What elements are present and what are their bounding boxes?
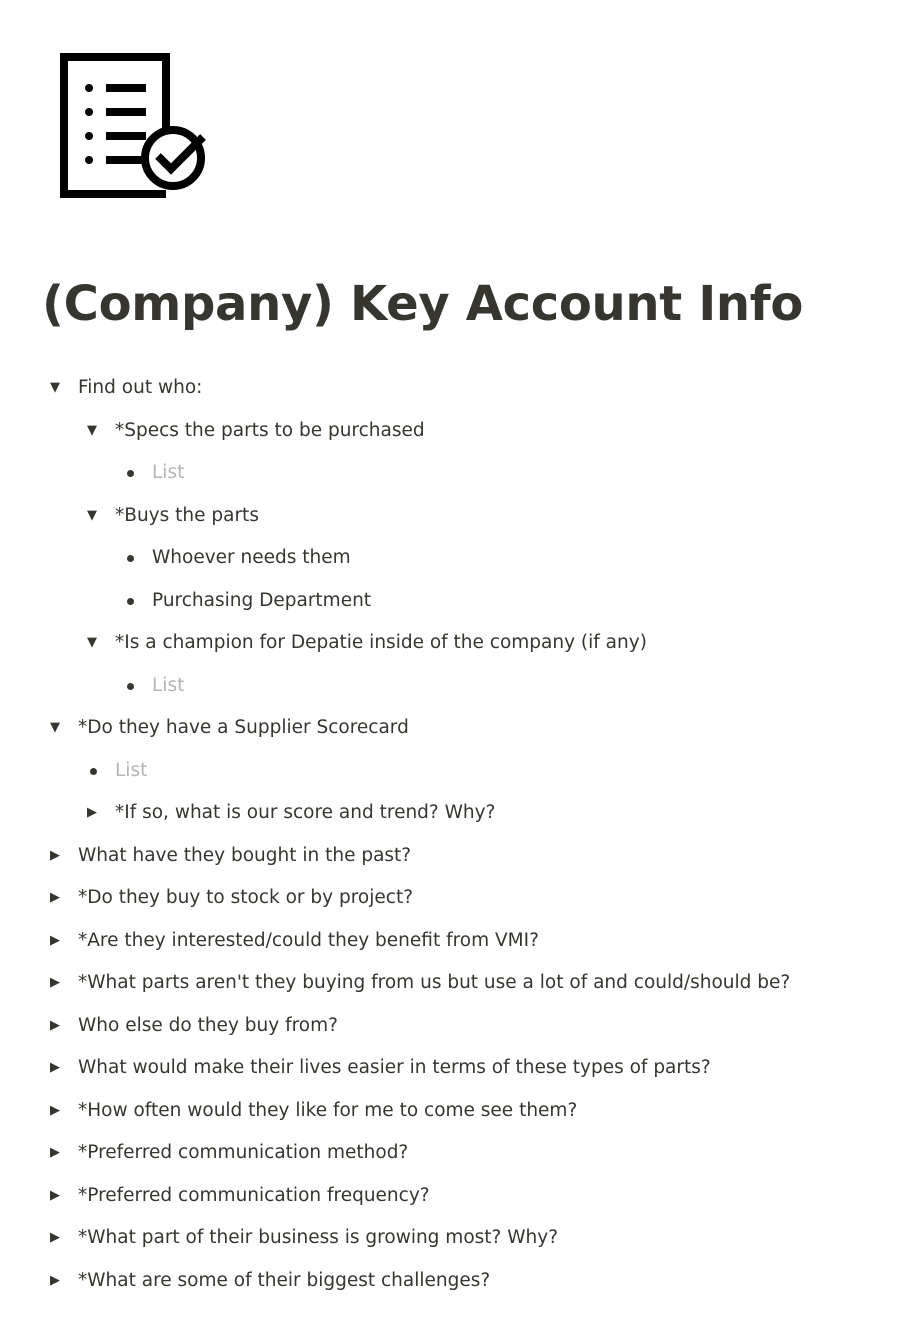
bullet-item bbox=[0, 537, 916, 580]
block-text[interactable]: Who else do they buy from? bbox=[78, 1014, 338, 1036]
block-text[interactable]: *Buys the parts bbox=[115, 504, 259, 526]
toggle-open-triangle-icon[interactable]: ▼ bbox=[50, 720, 60, 735]
toggle-closed-triangle-icon[interactable]: ▶ bbox=[50, 975, 60, 990]
bullet-dot-icon bbox=[127, 555, 134, 562]
toggle-block bbox=[0, 835, 916, 878]
toggle-list bbox=[0, 367, 916, 1302]
block-text[interactable]: *Do they buy to stock or by project? bbox=[78, 887, 414, 908]
toggle-closed-triangle-icon[interactable]: ▶ bbox=[50, 1272, 60, 1288]
toggle-closed-triangle-icon[interactable]: ▶ bbox=[50, 1017, 60, 1033]
toggle-closed-triangle-icon[interactable]: ▶ bbox=[50, 1102, 60, 1118]
bullet-dot-icon bbox=[127, 598, 134, 605]
toggle-block bbox=[0, 1217, 916, 1260]
toggle-block bbox=[0, 1047, 916, 1090]
block-text[interactable]: *Specs the parts to be purchased bbox=[115, 419, 425, 441]
block-text[interactable]: *Preferred communication method? bbox=[78, 1142, 409, 1163]
toggle-block bbox=[0, 1132, 916, 1175]
placeholder-text[interactable]: List bbox=[152, 462, 185, 483]
toggle-block bbox=[0, 1175, 916, 1218]
toggle-block bbox=[0, 707, 916, 750]
toggle-closed-triangle-icon[interactable]: ▶ bbox=[50, 1187, 60, 1203]
checklist-document-icon[interactable] bbox=[58, 52, 210, 202]
toggle-block bbox=[0, 920, 916, 963]
block-text[interactable]: Find out who: bbox=[78, 377, 203, 398]
bullet-item bbox=[0, 452, 916, 495]
bullet-dot-icon bbox=[90, 768, 97, 775]
toggle-open-triangle-icon[interactable]: ▼ bbox=[87, 507, 97, 523]
bullet-item bbox=[0, 665, 916, 708]
toggle-block bbox=[0, 962, 916, 1005]
bullet-dot-icon bbox=[127, 683, 134, 690]
toggle-block bbox=[0, 877, 916, 920]
toggle-block bbox=[0, 1005, 916, 1048]
block-text[interactable]: *Is a champion for Depatie inside of the company (if any) bbox=[115, 632, 647, 653]
placeholder-text[interactable]: List bbox=[152, 674, 185, 696]
bullet-item bbox=[0, 580, 916, 623]
block-text[interactable]: *What parts aren't they buying from us but use a lot of and could/should be? bbox=[78, 972, 791, 993]
block-text[interactable]: Whoever needs them bbox=[152, 547, 351, 568]
toggle-open-triangle-icon[interactable]: ▼ bbox=[87, 422, 97, 438]
toggle-closed-triangle-icon[interactable]: ▶ bbox=[50, 890, 60, 905]
toggle-open-triangle-icon[interactable]: ▼ bbox=[87, 635, 97, 650]
block-text[interactable]: What have they bought in the past? bbox=[78, 844, 412, 866]
block-text[interactable]: *Do they have a Supplier Scorecard bbox=[78, 717, 409, 738]
toggle-closed-triangle-icon[interactable]: ▶ bbox=[87, 805, 97, 820]
toggle-closed-triangle-icon[interactable]: ▶ bbox=[50, 847, 60, 863]
block-text[interactable]: What would make their lives easier in terms of these types of parts? bbox=[78, 1057, 711, 1078]
toggle-block bbox=[0, 792, 916, 835]
block-text[interactable]: *If so, what is our score and trend? Why? bbox=[115, 802, 496, 823]
block-text[interactable]: *Preferred communication frequency? bbox=[78, 1184, 430, 1206]
bullet-dot-icon bbox=[127, 470, 134, 477]
block-text[interactable]: *What part of their business is growing most? Why? bbox=[78, 1227, 559, 1248]
toggle-block bbox=[0, 410, 916, 453]
toggle-block bbox=[0, 1090, 916, 1133]
block-text[interactable]: Purchasing Department bbox=[152, 589, 372, 611]
block-text[interactable]: *Are they interested/could they benefit from VMI? bbox=[78, 929, 539, 951]
toggle-block bbox=[0, 495, 916, 538]
toggle-closed-triangle-icon[interactable]: ▶ bbox=[50, 1145, 60, 1160]
page-title[interactable]: (Company) Key Account Info bbox=[42, 276, 804, 332]
toggle-block bbox=[0, 367, 916, 410]
toggle-open-triangle-icon[interactable]: ▼ bbox=[50, 380, 60, 395]
toggle-block bbox=[0, 1260, 916, 1303]
toggle-closed-triangle-icon[interactable]: ▶ bbox=[50, 1060, 60, 1075]
block-text[interactable]: *How often would they like for me to come see them? bbox=[78, 1099, 578, 1121]
placeholder-text[interactable]: List bbox=[115, 759, 148, 781]
toggle-block bbox=[0, 622, 916, 665]
toggle-closed-triangle-icon[interactable]: ▶ bbox=[50, 1230, 60, 1245]
block-text[interactable]: *What are some of their biggest challenges? bbox=[78, 1269, 491, 1291]
bullet-item bbox=[0, 750, 916, 793]
toggle-closed-triangle-icon[interactable]: ▶ bbox=[50, 932, 60, 948]
